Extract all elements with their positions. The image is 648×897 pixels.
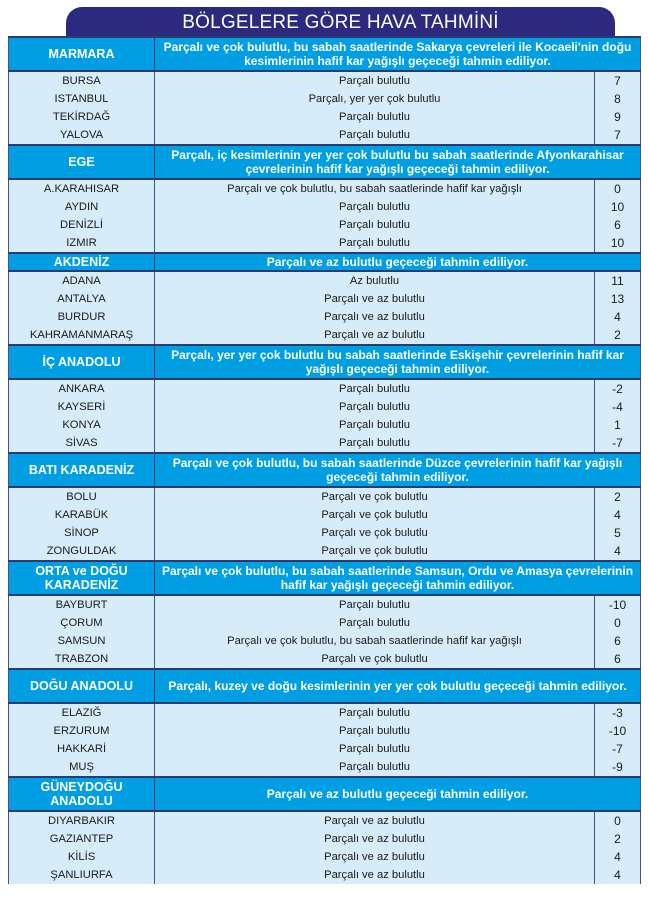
city-condition: Parçalı ve çok bulutlu bbox=[155, 524, 595, 542]
forecast-table-body bbox=[9, 37, 641, 884]
city-name: TEKİRDAĞ bbox=[9, 108, 155, 126]
city-name: A.KARAHISAR bbox=[9, 179, 155, 198]
city-name: ELAZIĞ bbox=[9, 703, 155, 722]
city-temp: -4 bbox=[595, 398, 641, 416]
city-condition: Parçalı bulutlu bbox=[155, 703, 595, 722]
region-header-row bbox=[9, 37, 641, 71]
city-row bbox=[9, 595, 641, 614]
city-row bbox=[9, 398, 641, 416]
city-name: ERZURUM bbox=[9, 722, 155, 740]
city-row bbox=[9, 866, 641, 884]
city-condition: Parçalı bulutlu bbox=[155, 234, 595, 253]
city-temp: 1 bbox=[595, 416, 641, 434]
city-row bbox=[9, 434, 641, 453]
region-forecast: Parçalı ve çok bulutlu, bu sabah saatlerinde Düzce çevrelerinin hafif kar yağışlı geçeceği tahmin ediliyor. bbox=[155, 453, 641, 487]
region-header-row bbox=[9, 145, 641, 179]
city-name: BOLU bbox=[9, 487, 155, 506]
region-name: EGE bbox=[9, 145, 155, 179]
city-condition: Parçalı bulutlu bbox=[155, 398, 595, 416]
region-name: DOĞU ANADOLU bbox=[9, 669, 155, 703]
city-name: ANTALYA bbox=[9, 290, 155, 308]
region-forecast: Parçalı, yer yer çok bulutlu bu sabah saatlerinde Eskişehir çevrelerinin hafif kar yağışlı geçeceği tahmin ediliyor. bbox=[155, 345, 641, 379]
city-temp: 6 bbox=[595, 650, 641, 669]
city-row bbox=[9, 179, 641, 198]
city-temp: 2 bbox=[595, 830, 641, 848]
city-temp: 13 bbox=[595, 290, 641, 308]
city-condition: Parçalı ve çok bulutlu bbox=[155, 650, 595, 669]
city-name: IZMIR bbox=[9, 234, 155, 253]
region-header-row bbox=[9, 345, 641, 379]
region-forecast: Parçalı, kuzey ve doğu kesimlerinin yer yer çok bulutlu geçeceği tahmin ediliyor. bbox=[155, 669, 641, 703]
city-row bbox=[9, 216, 641, 234]
city-temp: 4 bbox=[595, 308, 641, 326]
city-temp: -3 bbox=[595, 703, 641, 722]
city-temp: 5 bbox=[595, 524, 641, 542]
region-header-row bbox=[9, 669, 641, 703]
city-row bbox=[9, 234, 641, 253]
city-temp: 4 bbox=[595, 848, 641, 866]
region-header-row bbox=[9, 777, 641, 811]
city-temp: -2 bbox=[595, 379, 641, 398]
city-name: YALOVA bbox=[9, 126, 155, 145]
city-row bbox=[9, 126, 641, 145]
city-temp: 6 bbox=[595, 216, 641, 234]
city-name: KONYA bbox=[9, 416, 155, 434]
city-condition: Parçalı bulutlu bbox=[155, 614, 595, 632]
city-row bbox=[9, 326, 641, 345]
city-condition: Parçalı ve az bulutlu bbox=[155, 290, 595, 308]
region-header-row bbox=[9, 561, 641, 595]
city-name: ZONGULDAK bbox=[9, 542, 155, 561]
city-row bbox=[9, 198, 641, 216]
region-forecast: Parçalı ve az bulutlu geçeceği tahmin ediliyor. bbox=[155, 777, 641, 811]
region-forecast: Parçalı ve az bulutlu geçeceği tahmin ediliyor. bbox=[155, 253, 641, 271]
city-temp: 4 bbox=[595, 506, 641, 524]
city-name: BAYBURT bbox=[9, 595, 155, 614]
city-name: KARABÜK bbox=[9, 506, 155, 524]
city-temp: 4 bbox=[595, 866, 641, 884]
region-name: AKDENİZ bbox=[9, 253, 155, 271]
city-condition: Parçalı ve çok bulutlu, bu sabah saatlerinde hafif kar yağışlı bbox=[155, 179, 595, 198]
city-temp: 0 bbox=[595, 614, 641, 632]
city-temp: 11 bbox=[595, 271, 641, 290]
city-temp: 8 bbox=[595, 90, 641, 108]
city-row bbox=[9, 722, 641, 740]
city-row bbox=[9, 614, 641, 632]
city-name: ŞANLIURFA bbox=[9, 866, 155, 884]
city-temp: 2 bbox=[595, 487, 641, 506]
city-temp: -9 bbox=[595, 758, 641, 777]
region-forecast: Parçalı ve çok bulutlu, bu sabah saatlerinde Samsun, Ordu ve Amasya çevrelerinin hafif kar yağışlı geçeceği tahmin ediliyor. bbox=[155, 561, 641, 595]
city-condition: Parçalı ve az bulutlu bbox=[155, 830, 595, 848]
city-name: SİNOP bbox=[9, 524, 155, 542]
forecast-table bbox=[8, 36, 641, 884]
city-temp: 4 bbox=[595, 542, 641, 561]
city-row bbox=[9, 108, 641, 126]
city-condition: Parçalı bulutlu bbox=[155, 108, 595, 126]
city-row bbox=[9, 650, 641, 669]
region-name: İÇ ANADOLU bbox=[9, 345, 155, 379]
city-temp: 7 bbox=[595, 126, 641, 145]
city-row bbox=[9, 542, 641, 561]
city-row bbox=[9, 71, 641, 90]
city-row bbox=[9, 703, 641, 722]
city-row bbox=[9, 290, 641, 308]
city-row bbox=[9, 758, 641, 777]
city-condition: Parçalı bulutlu bbox=[155, 126, 595, 145]
city-condition: Parçalı bulutlu bbox=[155, 379, 595, 398]
city-row bbox=[9, 830, 641, 848]
city-name: HAKKARİ bbox=[9, 740, 155, 758]
city-name: ISTANBUL bbox=[9, 90, 155, 108]
city-temp: 10 bbox=[595, 234, 641, 253]
city-condition: Parçalı bulutlu bbox=[155, 722, 595, 740]
city-condition: Parçalı ve az bulutlu bbox=[155, 326, 595, 345]
city-row bbox=[9, 379, 641, 398]
city-name: ADANA bbox=[9, 271, 155, 290]
city-condition: Parçalı ve çok bulutlu bbox=[155, 542, 595, 561]
city-condition: Parçalı bulutlu bbox=[155, 216, 595, 234]
city-temp: 6 bbox=[595, 632, 641, 650]
city-name: BURDUR bbox=[9, 308, 155, 326]
city-condition: Parçalı bulutlu bbox=[155, 71, 595, 90]
region-header-row bbox=[9, 253, 641, 271]
city-name: DENİZLİ bbox=[9, 216, 155, 234]
city-temp: 0 bbox=[595, 811, 641, 830]
city-name: SAMSUN bbox=[9, 632, 155, 650]
city-temp: 10 bbox=[595, 198, 641, 216]
city-temp: 0 bbox=[595, 179, 641, 198]
city-row bbox=[9, 848, 641, 866]
region-name: ORTA ve DOĞU KARADENİZ bbox=[9, 561, 155, 595]
city-name: AYDIN bbox=[9, 198, 155, 216]
city-condition: Parçalı ve az bulutlu bbox=[155, 308, 595, 326]
city-condition: Parçalı bulutlu bbox=[155, 434, 595, 453]
region-name: MARMARA bbox=[9, 37, 155, 71]
city-temp: -10 bbox=[595, 722, 641, 740]
city-condition: Parçalı bulutlu bbox=[155, 198, 595, 216]
city-row bbox=[9, 632, 641, 650]
city-row bbox=[9, 524, 641, 542]
city-name: ANKARA bbox=[9, 379, 155, 398]
city-row bbox=[9, 271, 641, 290]
city-condition: Az bulutlu bbox=[155, 271, 595, 290]
city-row bbox=[9, 487, 641, 506]
region-header-row bbox=[9, 453, 641, 487]
region-forecast: Parçalı, iç kesimlerinin yer yer çok bulutlu bu sabah saatlerinde Afyonkarahisar çevrelerinin hafif kar yağışlı geçeceği tahmin ediliyor. bbox=[155, 145, 641, 179]
city-temp: -7 bbox=[595, 434, 641, 453]
city-row bbox=[9, 90, 641, 108]
city-condition: Parçalı bulutlu bbox=[155, 758, 595, 777]
city-name: DIYARBAKIR bbox=[9, 811, 155, 830]
city-temp: 9 bbox=[595, 108, 641, 126]
city-name: KAYSERİ bbox=[9, 398, 155, 416]
city-name: KAHRAMANMARAŞ bbox=[9, 326, 155, 345]
city-condition: Parçalı ve az bulutlu bbox=[155, 811, 595, 830]
city-name: SİVAS bbox=[9, 434, 155, 453]
city-name: GAZIANTEP bbox=[9, 830, 155, 848]
city-temp: 2 bbox=[595, 326, 641, 345]
city-row bbox=[9, 308, 641, 326]
city-row bbox=[9, 506, 641, 524]
city-name: TRABZON bbox=[9, 650, 155, 669]
city-condition: Parçalı bulutlu bbox=[155, 740, 595, 758]
city-condition: Parçalı ve çok bulutlu, bu sabah saatlerinde hafif kar yağışlı bbox=[155, 632, 595, 650]
city-condition: Parçalı bulutlu bbox=[155, 416, 595, 434]
city-condition: Parçalı ve çok bulutlu bbox=[155, 487, 595, 506]
region-name: GÜNEYDOĞU ANADOLU bbox=[9, 777, 155, 811]
city-temp: 7 bbox=[595, 71, 641, 90]
city-row bbox=[9, 740, 641, 758]
city-name: ÇORUM bbox=[9, 614, 155, 632]
city-condition: Parçalı, yer yer çok bulutlu bbox=[155, 90, 595, 108]
city-row bbox=[9, 416, 641, 434]
page-title: BÖLGELERE GÖRE HAVA TAHMİNİ bbox=[66, 7, 615, 36]
region-forecast: Parçalı ve çok bulutlu, bu sabah saatlerinde Sakarya çevreleri ile Kocaeli'nin doğu kesimlerinin hafif kar yağışlı geçeceği tahmin ediliyor. bbox=[155, 37, 641, 71]
city-name: BURSA bbox=[9, 71, 155, 90]
city-name: MUŞ bbox=[9, 758, 155, 777]
city-condition: Parçalı ve az bulutlu bbox=[155, 848, 595, 866]
city-temp: -10 bbox=[595, 595, 641, 614]
city-condition: Parçalı bulutlu bbox=[155, 595, 595, 614]
city-row bbox=[9, 811, 641, 830]
city-name: KİLİS bbox=[9, 848, 155, 866]
city-condition: Parçalı ve çok bulutlu bbox=[155, 506, 595, 524]
city-temp: -7 bbox=[595, 740, 641, 758]
city-condition: Parçalı ve az bulutlu bbox=[155, 866, 595, 884]
region-name: BATI KARADENİZ bbox=[9, 453, 155, 487]
